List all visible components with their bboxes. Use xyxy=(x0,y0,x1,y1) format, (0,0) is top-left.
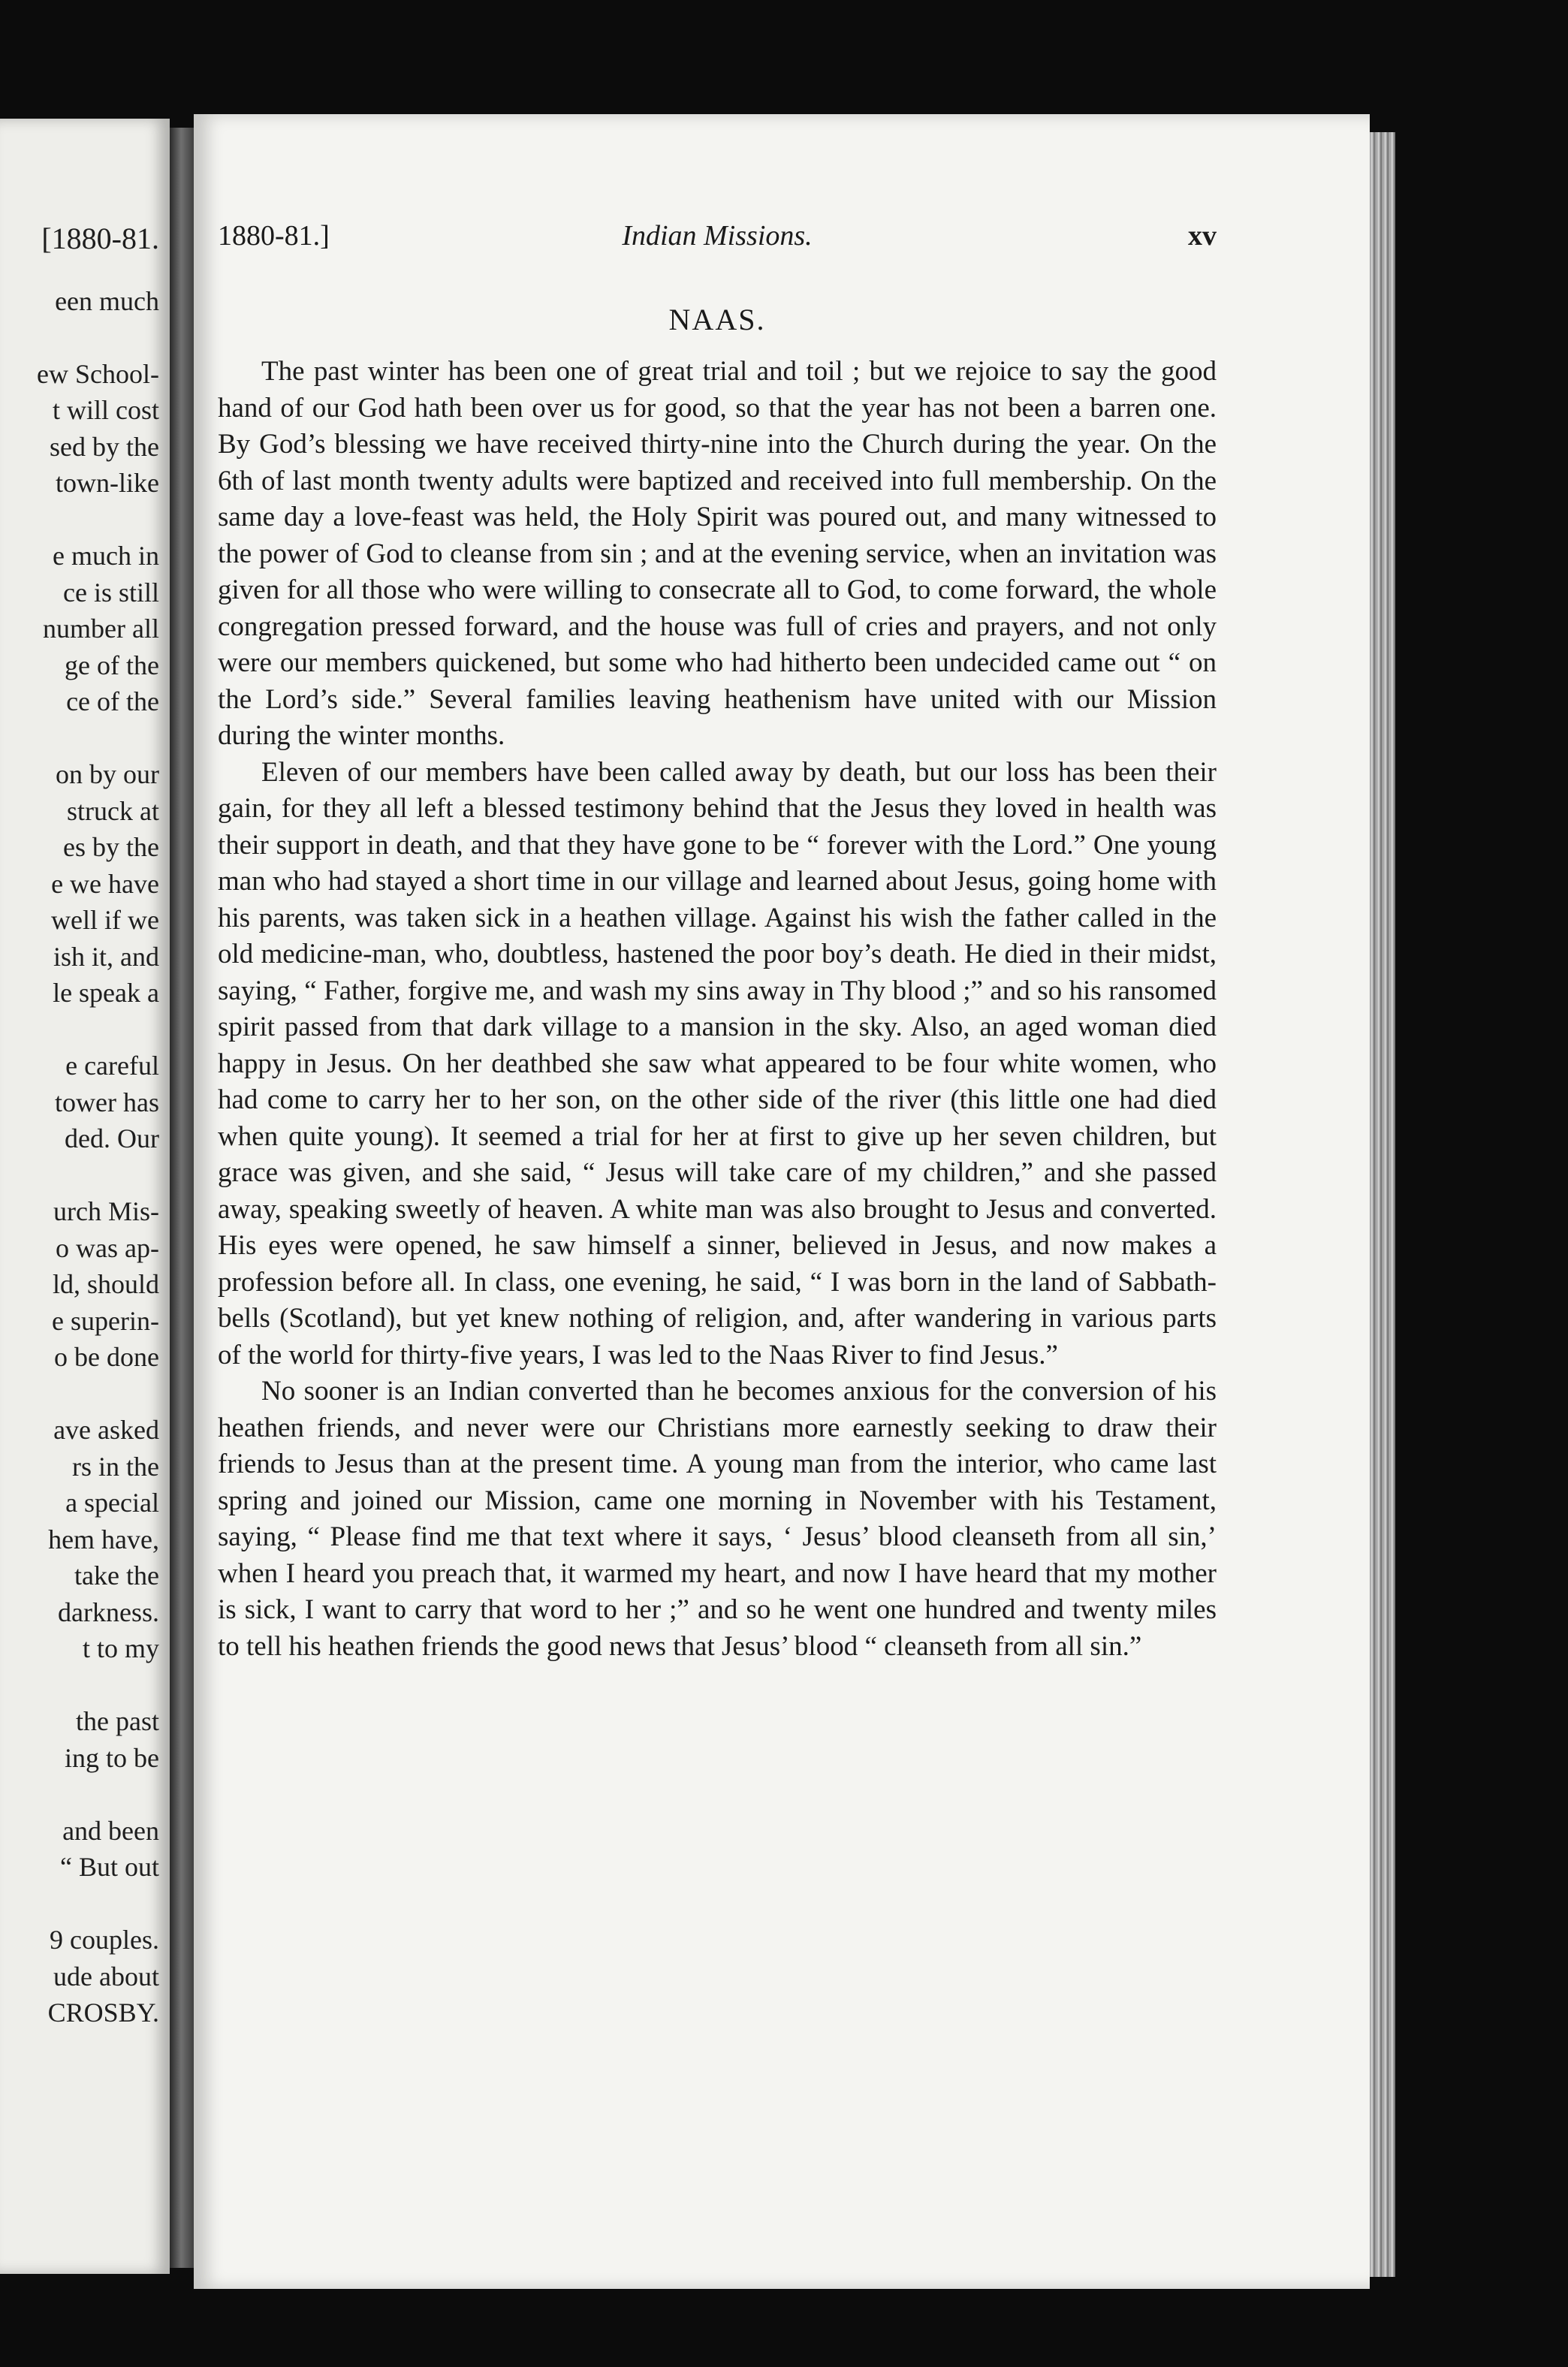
left-page-line: t will cost xyxy=(53,395,159,425)
left-page-line: ave asked xyxy=(53,1415,159,1445)
left-page-line xyxy=(0,1376,159,1413)
left-page-line: struck at xyxy=(67,795,159,826)
left-page-line: ded. Our xyxy=(65,1123,159,1153)
left-page-line: ld, should xyxy=(52,1269,159,1299)
left-page-text xyxy=(0,221,159,2031)
left-page-line: urch Mis- xyxy=(53,1196,159,1226)
left-page-line: es by the xyxy=(63,832,159,862)
left-page-line: sed by the xyxy=(50,431,159,462)
paragraph: Eleven of our members have been called away by death, but our loss has been their gain, for they all left a blessed testimony behind that the Jesus they loved in health was their support in death, and that they have gone to be “ forever with the Lord.” One young man who had stayed a short time in our village and learned about Jesus, going home with his parents, was taken sick in a heathen village. Against his wish the father called in the old medicine-man, who, doubtless, hastened the poor boy’s death. He died in their midst, saying, “ Father, forgive me, and wash my sins away in Thy blood ;” and so his ransomed spirit passed from that dark village to a mansion in the sky. Also, an aged woman died happy in Jesus. On her deathbed she saw what appeared to be four white women, who had come to carry her to her son, on the other side of the river (this little one had died when quite young). It seemed a trial for her at first to give up her seven children, but grace was given, and she said, “ Jesus will take care of my children,” and she passed away, speaking sweetly of heaven. A white man was also brought to Jesus and converted. His eyes were opened, he saw himself a sinner, believed in Jesus, and now makes a profession before all. In class, one evening, he said, “ I was born in the land of Sabbath-bells (Scotland), but yet knew nothing of religion, and, after wandering in various parts of the world for thirty-five years, I was led to the Naas River to find Jesus.” xyxy=(218,756,1217,1370)
left-page-line: and been xyxy=(62,1815,159,1846)
left-page-header: [1880-81. xyxy=(41,222,159,255)
left-page-line: een much xyxy=(55,285,159,316)
header-year: 1880-81.] xyxy=(218,220,330,252)
paragraph: The past winter has been one of great trial and toil ; but we rejoice to say the good hand of our God hath been over us for good, so that the year has not been a barren one. By God’s blessing we have received thirty-nine into the Church during the year. On the 6th of last month twenty adults were baptized and received into full membership. On the same day a love-feast was held, the Holy Spirit was poured out, and many witnessed to the power of God to cleanse from sin ; and at the evening service, when an invitation was given for all those who were willing to consecrate all to God, to come forward, the whole congregation pressed forward, and the house was full of cries and prayers, and not only were our members quickened, but some who had hitherto been undecided came out “ on the Lord’s side.” Several families leaving heathenism have united with our Mission during the winter months. xyxy=(218,356,1217,751)
left-page-line xyxy=(0,1157,159,1194)
left-page-line: ing to be xyxy=(65,1742,159,1773)
left-page-line: hem have, xyxy=(48,1524,159,1554)
left-page-line: e we have xyxy=(51,868,159,899)
left-page-line: o was ap- xyxy=(56,1232,159,1263)
left-page-line: take the xyxy=(74,1560,159,1591)
left-page-line: “ But out xyxy=(60,1852,159,1882)
left-page-line: CROSBY. xyxy=(47,1998,159,2028)
left-page-line xyxy=(0,720,159,757)
left-page-fragment xyxy=(0,119,170,2274)
left-page-line: ce is still xyxy=(63,577,159,608)
left-page-line: le speak a xyxy=(53,978,159,1008)
left-page-line: on by our xyxy=(56,759,159,789)
left-page-line: ish it, and xyxy=(53,941,159,972)
left-page-line xyxy=(0,1776,159,1813)
page-number: xv xyxy=(1188,220,1217,252)
left-page-line: ude about xyxy=(53,1961,159,1992)
left-page-line: o be done xyxy=(54,1342,159,1372)
paragraph: No sooner is an Indian converted than he becomes anxious for the conversion of his heathen friends, and never were our Christians more earnestly seeking to draw their friends to Jesus than at the present time. A young man from the interior, who came last spring and joined our Mission, came one morning in November with his Testament, saying, “ Please find me that text where it says, ‘ Jesus’ blood cleanseth from all sin,’ when I heard you preach that, it warmed my heart, and now I have heard that my mother is sick, I want to carry that word to her ;” and so he went one hundred and twenty miles to tell his heathen friends the good news that Jesus’ blood “ cleanseth from all sin.” xyxy=(218,1376,1217,1662)
left-page-line: rs in the xyxy=(72,1451,159,1482)
left-page-line: number all xyxy=(43,614,159,644)
left-page-line: e superin- xyxy=(52,1305,159,1336)
left-page-line: well if we xyxy=(51,905,159,935)
header-title: Indian Missions. xyxy=(622,220,813,252)
left-page-line: a special xyxy=(65,1488,159,1518)
left-page-line: t to my xyxy=(82,1633,159,1663)
left-page-line: town-like xyxy=(56,468,159,498)
left-page-line: ge of the xyxy=(65,650,159,680)
left-page-line xyxy=(0,1012,159,1048)
left-page-line xyxy=(0,1667,159,1704)
article-body xyxy=(218,354,1217,1665)
left-page-line: the past xyxy=(76,1706,159,1736)
left-page-line: ce of the xyxy=(66,686,159,716)
page-edge xyxy=(1370,132,1395,2277)
left-page-line xyxy=(0,319,159,356)
left-page-line: e careful xyxy=(65,1051,159,1081)
running-header xyxy=(218,219,1217,257)
left-page-line: ew School- xyxy=(37,358,159,389)
left-page-line xyxy=(0,502,159,538)
left-page-line: tower has xyxy=(55,1087,159,1117)
left-page-line: e much in xyxy=(53,541,159,571)
left-page-line: 9 couples. xyxy=(50,1925,159,1955)
section-title: NAAS. xyxy=(668,303,766,336)
left-page-line xyxy=(0,1886,159,1922)
book-gutter xyxy=(170,128,195,2268)
left-page-line: darkness. xyxy=(58,1597,159,1627)
